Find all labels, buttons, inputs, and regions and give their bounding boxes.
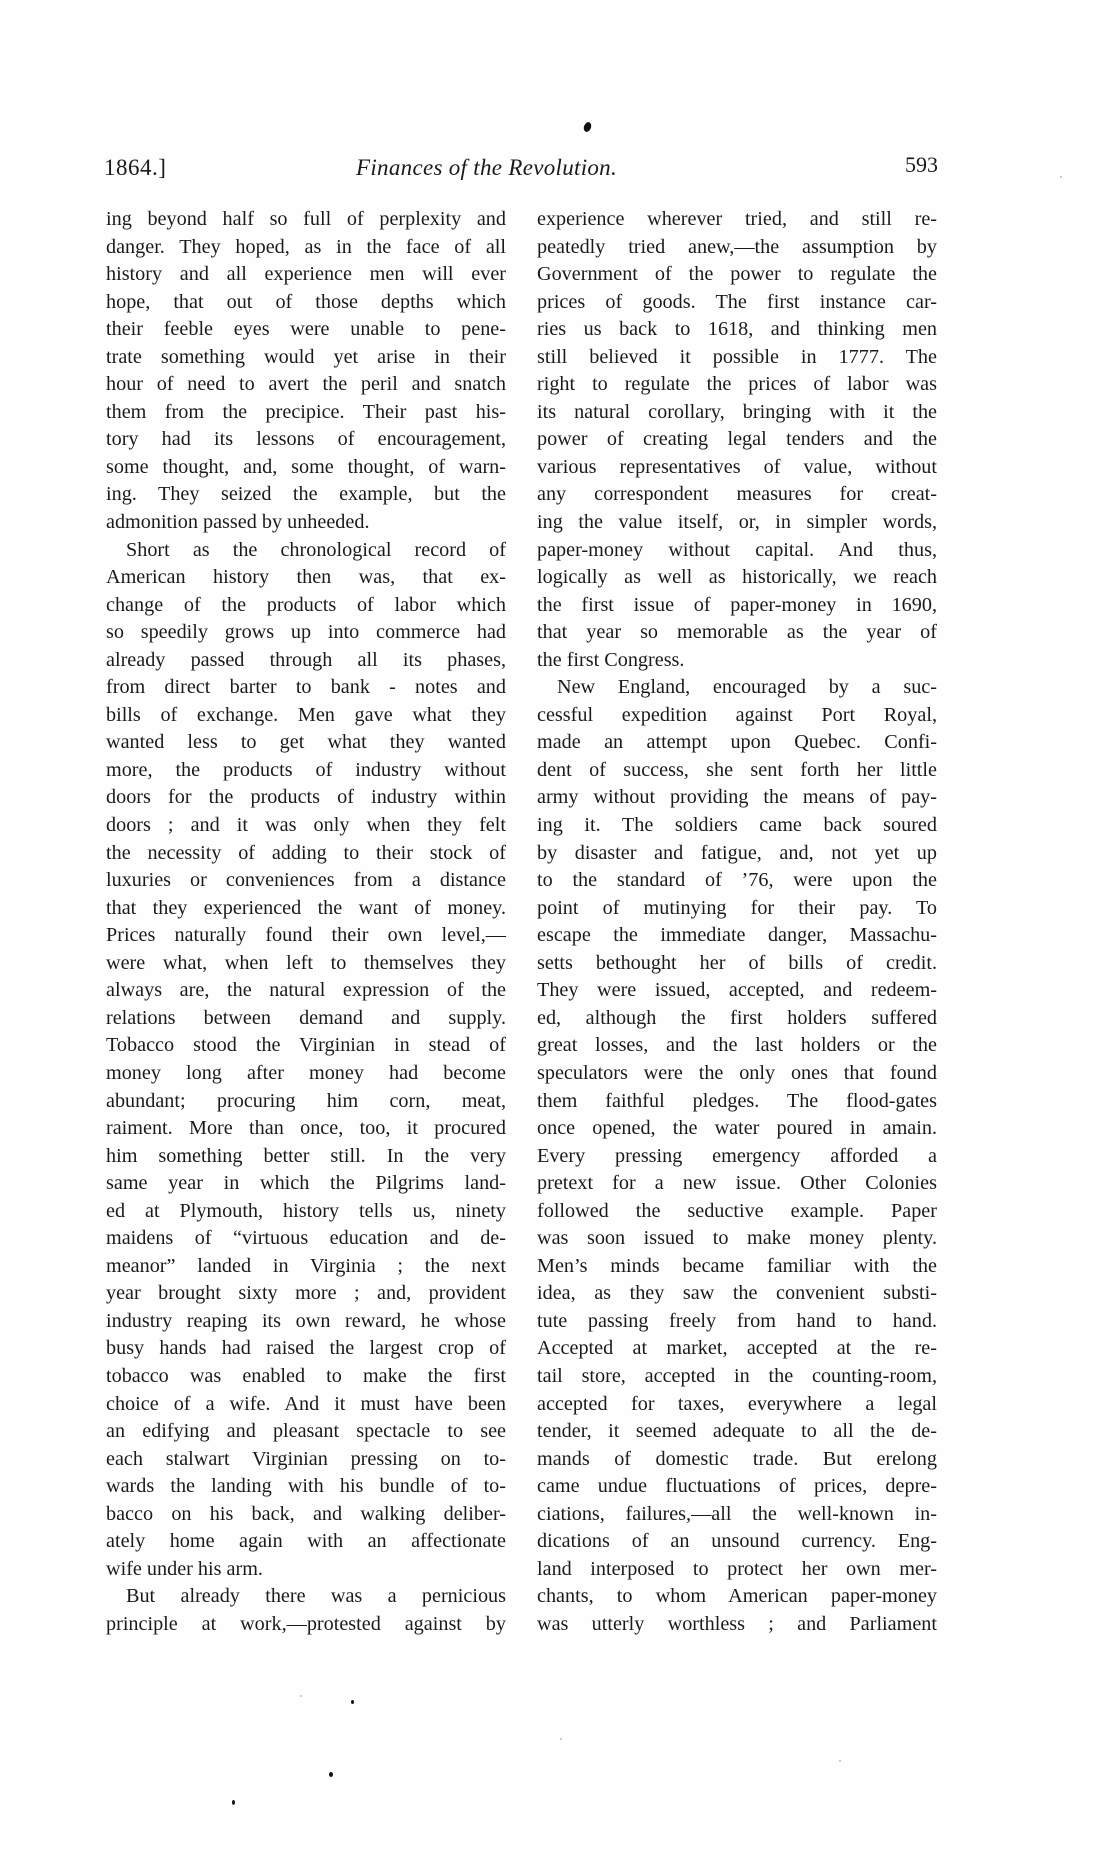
scan-faint-2 [300, 1695, 302, 1697]
text-line: tail store, accepted in the counting-room, [537, 1364, 937, 1387]
text-line: abundant; procuring him corn, meat, [106, 1089, 506, 1112]
text-line: them faithful pledges. The flood-gates [537, 1089, 937, 1112]
text-line: ciations, failures,—all the well-known in- [537, 1502, 937, 1525]
text-line: came undue fluctuations of prices, depre- [537, 1475, 937, 1498]
text-line: ing. They seized the example, but the [106, 483, 506, 506]
text-line: maidens of “virtuous education and de- [106, 1227, 506, 1250]
text-line: already passed through all its phases, [106, 648, 506, 671]
text-line: were what, when left to themselves they [106, 951, 506, 974]
text-line: the first issue of paper-money in 1690, [537, 593, 937, 616]
text-line: peatedly tried anew,—the assumption by [537, 235, 937, 258]
text-line: various representatives of value, without [537, 455, 937, 478]
text-line: dications of an unsound currency. Eng- [537, 1530, 937, 1553]
text-line: any correspondent measures for creat- [537, 483, 937, 506]
text-line: luxuries or conveniences from a distance [106, 869, 506, 892]
text-line: bills of exchange. Men gave what they [106, 703, 506, 726]
scan-speck-bottom-1 [351, 1700, 354, 1704]
scan-speck-top [583, 121, 593, 133]
text-line: that year so memorable as the year of [537, 621, 937, 644]
text-line: choice of a wife. And it must have been [106, 1392, 506, 1415]
scan-speck-bottom-3 [232, 1800, 235, 1805]
text-line: right to regulate the prices of labor was [537, 373, 937, 396]
text-line: to the standard of ’76, were upon the [537, 869, 937, 892]
text-line: their feeble eyes were unable to pene- [106, 318, 506, 341]
text-line: the first Congress. [537, 648, 685, 671]
text-line: that they experienced the want of money. [106, 896, 506, 919]
text-line: tute passing freely from hand to hand. [537, 1309, 937, 1332]
text-line: meanor” landed in Virginia ; the next [106, 1254, 506, 1277]
text-line: ing it. The soldiers came back soured [537, 814, 937, 837]
text-line: ed at Plymouth, history tells us, ninety [106, 1199, 506, 1222]
text-line: army without providing the means of pay- [537, 786, 937, 809]
text-line: its natural corollary, bringing with it the [537, 400, 937, 423]
text-line: But already there was a pernicious [126, 1585, 506, 1608]
text-line: hope, that out of those depths which [106, 290, 506, 313]
text-line: history and all experience men will ever [106, 263, 506, 286]
text-line: some thought, and, some thought, of warn- [106, 455, 506, 478]
header-year: 1864.] [104, 155, 167, 180]
text-line: followed the seductive example. Paper [537, 1199, 937, 1222]
text-line: relations between demand and supply. [106, 1006, 506, 1029]
text-line: point of mutinying for their pay. To [537, 896, 937, 919]
scan-faint-1 [1060, 176, 1062, 178]
text-line: wanted less to get what they wanted [106, 731, 506, 754]
text-line: Short as the chronological record of [126, 538, 506, 561]
text-line: hour of need to avert the peril and snatch [106, 373, 506, 396]
text-line: year brought sixty more ; and, provident [106, 1282, 506, 1305]
text-line: money long after money had become [106, 1061, 506, 1084]
text-line: ries us back to 1618, and thinking men [537, 318, 937, 341]
text-line: by disaster and fatigue, and, not yet up [537, 841, 937, 864]
text-line: industry reaping its own reward, he whose [106, 1309, 506, 1332]
text-line: chants, to whom American paper-money [537, 1585, 937, 1608]
text-line: land interposed to protect her own mer- [537, 1557, 937, 1580]
text-line: change of the products of labor which [106, 593, 506, 616]
text-line: New England, encouraged by a suc- [557, 676, 937, 699]
text-line: always are, the natural expression of the [106, 979, 506, 1002]
text-line: setts bethought her of bills of credit. [537, 951, 937, 974]
text-line: speculators were the only ones that found [537, 1061, 937, 1084]
text-line: escape the immediate danger, Massachu- [537, 924, 937, 947]
left-column [106, 206, 506, 1638]
text-line: Men’s minds became familiar with the [537, 1254, 937, 1277]
text-line: Prices naturally found their own level,— [106, 924, 506, 947]
scan-faint-4 [839, 1760, 841, 1762]
text-line: them from the precipice. Their past his- [106, 400, 506, 423]
running-header [104, 152, 938, 183]
text-line: experience wherever tried, and still re- [537, 208, 937, 230]
text-line: logically as well as historically, we reach [537, 566, 937, 589]
text-line: still believed it possible in 1777. The [537, 345, 937, 368]
text-line: accepted for taxes, everywhere a legal [537, 1392, 937, 1415]
text-line: Accepted at market, accepted at the re- [537, 1337, 937, 1360]
text-line: busy hands had raised the largest crop of [106, 1337, 506, 1360]
text-line: American history then was, that ex- [106, 566, 506, 589]
text-line: Every pressing emergency afforded a [537, 1144, 937, 1167]
text-line: ed, although the first holders suffered [537, 1006, 937, 1029]
text-line: so speedily grows up into commerce had [106, 621, 506, 644]
text-line: idea, as they saw the convenient substi- [537, 1282, 937, 1305]
text-line: tobacco was enabled to make the first [106, 1364, 506, 1387]
text-line: was utterly worthless ; and Parliament [537, 1612, 937, 1635]
text-line: bacco on his back, and walking deliber- [106, 1502, 506, 1525]
text-line: the necessity of adding to their stock of [106, 841, 506, 864]
text-line: once opened, the water poured in amain. [537, 1117, 937, 1140]
text-line: him something better still. In the very [106, 1144, 506, 1167]
text-line: Government of the power to regulate the [537, 263, 937, 286]
text-line: doors for the products of industry within [106, 786, 506, 809]
text-line: made an attempt upon Quebec. Confi- [537, 731, 937, 754]
text-line: same year in which the Pilgrims land- [106, 1172, 506, 1195]
text-line: principle at work,—protested against by [106, 1612, 506, 1635]
page-number: 593 [905, 152, 938, 177]
text-line: tender, it seemed adequate to all the de- [537, 1420, 937, 1443]
text-line: They were issued, accepted, and redeem- [537, 979, 937, 1002]
text-line: cessful expedition against Port Royal, [537, 703, 937, 726]
text-line: power of creating legal tenders and the [537, 428, 937, 451]
text-line: an edifying and pleasant spectacle to see [106, 1420, 506, 1443]
text-line: mands of domestic trade. But erelong [537, 1447, 937, 1470]
text-line: wards the landing with his bundle of to- [106, 1475, 506, 1498]
text-line: more, the products of industry without [106, 758, 506, 781]
text-line: ately home again with an affectionate [106, 1530, 506, 1553]
text-line: wife under his arm. [106, 1557, 263, 1580]
text-line: doors ; and it was only when they felt [106, 814, 506, 837]
scan-speck-bottom-2 [329, 1772, 333, 1777]
text-line: admonition passed by unheeded. [106, 511, 370, 534]
header-title: Finances of the Revolution. [356, 155, 618, 180]
text-line: danger. They hoped, as in the face of all [106, 235, 506, 258]
text-line: each stalwart Virginian pressing on to- [106, 1447, 506, 1470]
text-line: prices of goods. The first instance car- [537, 290, 937, 313]
text-line: was soon issued to make money plenty. [537, 1227, 937, 1250]
scan-faint-3 [560, 1738, 562, 1740]
text-line: tory had its lessons of encouragement, [106, 428, 506, 451]
right-column [537, 206, 937, 1638]
text-line: pretext for a new issue. Other Colonies [537, 1172, 937, 1195]
text-line: trate something would yet arise in their [106, 345, 506, 368]
text-line: raiment. More than once, too, it procured [106, 1117, 506, 1140]
text-line: great losses, and the last holders or the [537, 1034, 937, 1057]
text-line: paper-money without capital. And thus, [537, 538, 937, 561]
text-line: dent of success, she sent forth her little [537, 758, 937, 781]
text-line: from direct barter to bank - notes and [106, 676, 506, 699]
text-line: ing beyond half so full of perplexity and [106, 208, 506, 230]
text-line: Tobacco stood the Virginian in stead of [106, 1034, 506, 1057]
text-line: ing the value itself, or, in simpler words, [537, 511, 937, 534]
